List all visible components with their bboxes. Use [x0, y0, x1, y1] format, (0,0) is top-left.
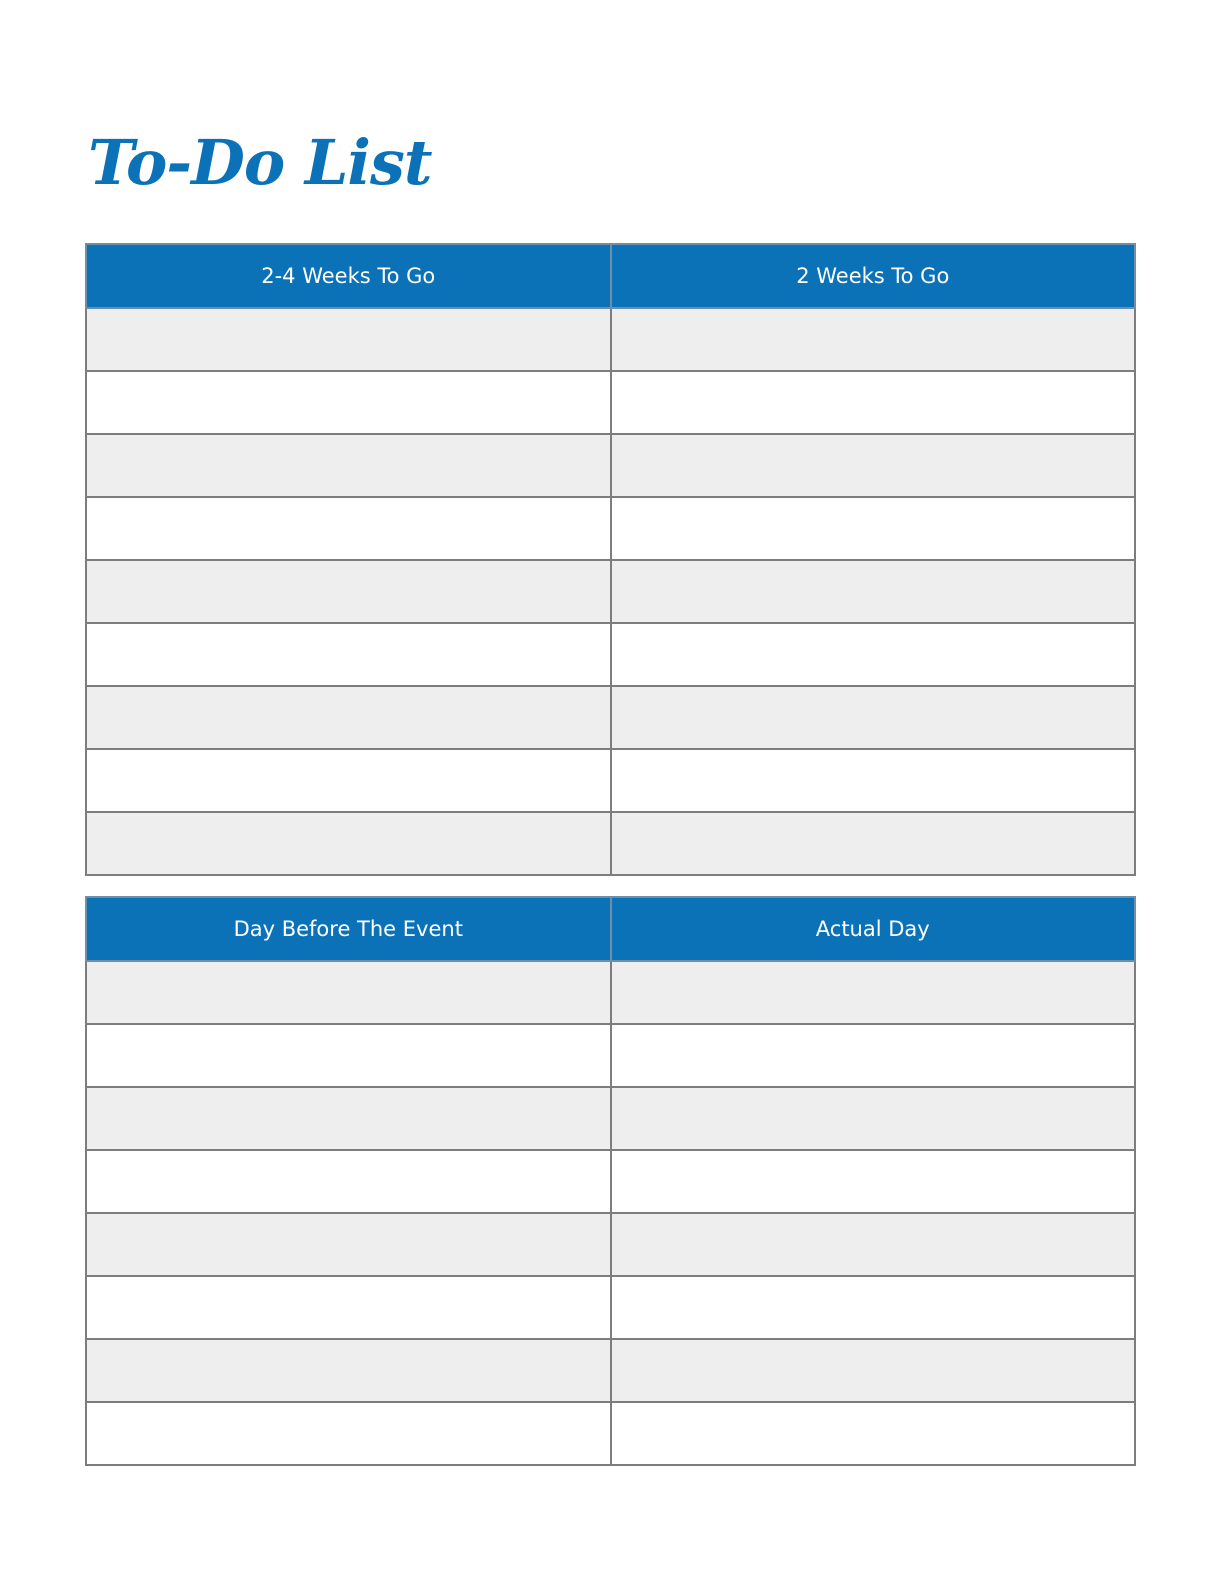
- todo-entry-cell[interactable]: [611, 371, 1136, 434]
- column-header: 2-4 Weeks To Go: [86, 244, 611, 308]
- table-row: [86, 434, 1135, 497]
- todo-entry-cell[interactable]: [611, 1339, 1136, 1402]
- todo-entry-cell[interactable]: [86, 1024, 611, 1087]
- todo-table-event: [85, 896, 1136, 1466]
- todo-entry-cell[interactable]: [86, 434, 611, 497]
- table-header-row: [86, 897, 1135, 961]
- todo-entry-cell[interactable]: [611, 434, 1136, 497]
- table-row: [86, 623, 1135, 686]
- todo-entry-cell[interactable]: [611, 686, 1136, 749]
- todo-entry-cell[interactable]: [611, 1276, 1136, 1339]
- todo-entry-cell[interactable]: [86, 686, 611, 749]
- todo-entry-cell[interactable]: [86, 497, 611, 560]
- column-header: Day Before The Event: [86, 897, 611, 961]
- table-header-row: [86, 244, 1135, 308]
- todo-entry-cell[interactable]: [611, 1024, 1136, 1087]
- table-row: [86, 1087, 1135, 1150]
- todo-entry-cell[interactable]: [611, 623, 1136, 686]
- table-row: [86, 1213, 1135, 1276]
- todo-entry-cell[interactable]: [86, 1213, 611, 1276]
- todo-entry-cell[interactable]: [86, 308, 611, 371]
- todo-entry-cell[interactable]: [611, 812, 1136, 875]
- todo-entry-cell[interactable]: [611, 497, 1136, 560]
- table-row: [86, 812, 1135, 875]
- todo-entry-cell[interactable]: [611, 560, 1136, 623]
- todo-entry-cell[interactable]: [611, 961, 1136, 1024]
- table-row: [86, 371, 1135, 434]
- table-row: [86, 1276, 1135, 1339]
- table-body: [86, 961, 1135, 1465]
- todo-entry-cell[interactable]: [86, 1276, 611, 1339]
- table-row: [86, 686, 1135, 749]
- todo-entry-cell[interactable]: [86, 371, 611, 434]
- todo-entry-cell[interactable]: [86, 623, 611, 686]
- todo-entry-cell[interactable]: [611, 1402, 1136, 1465]
- table-row: [86, 1024, 1135, 1087]
- table-body: [86, 308, 1135, 875]
- todo-entry-cell[interactable]: [611, 1150, 1136, 1213]
- todo-entry-cell[interactable]: [86, 812, 611, 875]
- column-header: 2 Weeks To Go: [611, 244, 1136, 308]
- todo-entry-cell[interactable]: [611, 749, 1136, 812]
- table-row: [86, 308, 1135, 371]
- table-row: [86, 961, 1135, 1024]
- todo-entry-cell[interactable]: [86, 961, 611, 1024]
- table-row: [86, 1339, 1135, 1402]
- table-row: [86, 1150, 1135, 1213]
- todo-entry-cell[interactable]: [86, 749, 611, 812]
- table-row: [86, 749, 1135, 812]
- page-title: To-Do List: [88, 126, 432, 199]
- table-row: [86, 560, 1135, 623]
- todo-entry-cell[interactable]: [86, 1087, 611, 1150]
- todo-entry-cell[interactable]: [611, 1213, 1136, 1276]
- todo-entry-cell[interactable]: [86, 560, 611, 623]
- todo-table-weeks: [85, 243, 1136, 876]
- todo-entry-cell[interactable]: [86, 1402, 611, 1465]
- table-row: [86, 1402, 1135, 1465]
- todo-entry-cell[interactable]: [611, 308, 1136, 371]
- todo-entry-cell[interactable]: [611, 1087, 1136, 1150]
- column-header: Actual Day: [611, 897, 1136, 961]
- todo-entry-cell[interactable]: [86, 1339, 611, 1402]
- todo-entry-cell[interactable]: [86, 1150, 611, 1213]
- table-row: [86, 497, 1135, 560]
